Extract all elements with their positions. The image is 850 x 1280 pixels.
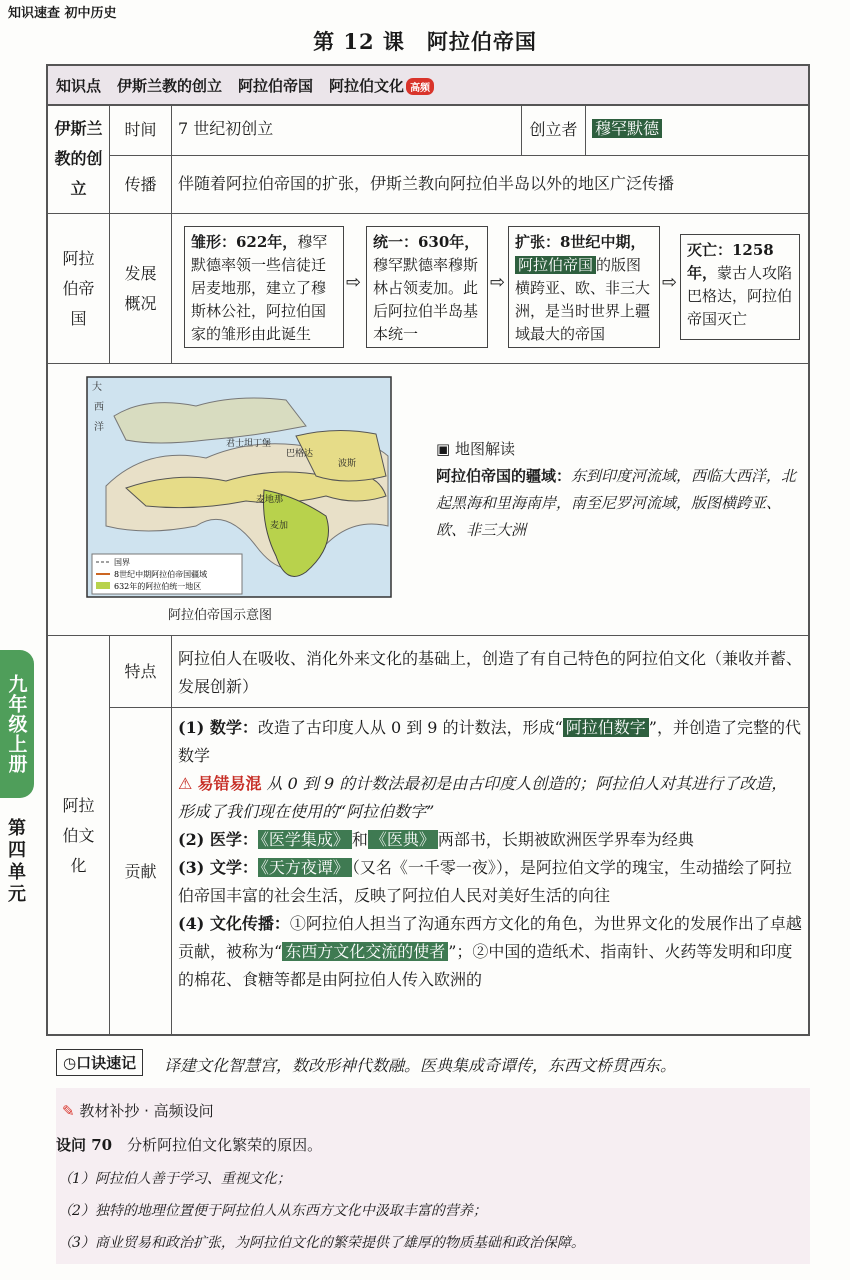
stage-card: 统一：630年，穆罕默德率穆斯林占领麦加。此后阿拉伯半岛基本统一 <box>366 226 488 348</box>
map-label: 麦地那 <box>256 495 284 505</box>
answer-item: （3）商业贸易和政治扩张，为阿拉伯文化的繁荣提供了雄厚的物质基础和政治保障。 <box>58 1235 585 1251</box>
textbook-title: ✎ 教材补抄 · 高频设问 <box>62 1102 214 1120</box>
map-label: 君士坦丁堡 <box>226 439 272 449</box>
literature-item: (3) 文学： 《天方夜谭》 （又名《一千零一夜》），是阿拉伯文学的瑰宝，生动描绘了阿拉伯帝国丰富的社会生活，反映了阿拉伯人民对美好生活的向往 <box>178 858 792 905</box>
grade-tab[interactable]: 九年级上册 <box>0 650 34 798</box>
mnemonic-label: ◷口诀速记 <box>56 1049 143 1076</box>
time-label: 时间 <box>110 104 172 156</box>
legend-entry: 国界 <box>114 558 130 567</box>
culture-label: 阿拉伯文化 <box>48 636 110 1036</box>
feature-label: 特点 <box>110 636 172 708</box>
warning-icon: ⚠ <box>178 774 193 793</box>
spread-label: 传播 <box>110 156 172 214</box>
content-table <box>46 64 810 1036</box>
empire-label: 阿拉伯帝国 <box>48 214 110 364</box>
legend-entry: 632年的阿拉伯统一地区 <box>114 582 202 591</box>
frequency-badge: 高频 <box>406 78 434 95</box>
knowledge-item: 阿拉伯文化 高频 <box>329 75 434 96</box>
book-header: 知识速查 初中历史 <box>8 6 117 21</box>
textbook-box <box>56 1088 810 1264</box>
map-label: 西 <box>94 402 104 413</box>
map-caption: 阿拉伯帝国示意图 <box>168 608 273 623</box>
map-label: 巴格达 <box>286 449 314 459</box>
arrow-icon: ⇨ <box>490 272 506 293</box>
map-label: 大 <box>92 382 102 393</box>
dev-label: 发展概况 <box>110 214 172 364</box>
warning-note: ⚠ 易错易混 从 0 到 9 的计数法最初是由古印度人创造的；阿拉伯人对其进行了改造，形成了我们现在使用的“阿拉伯数字” <box>178 774 788 821</box>
arab-empire-map <box>86 376 392 598</box>
medicine-item: (2) 医学： 《医学集成》 和 《医典》 两部书，长期被欧洲医学界奉为经典 <box>178 830 694 849</box>
islam-label: 伊斯兰教的创立 <box>48 104 110 214</box>
map-label: 麦加 <box>270 521 289 531</box>
answer-item: （1）阿拉伯人善于学习、重视文化； <box>58 1171 291 1187</box>
founder-label: 创立者 <box>522 104 586 156</box>
page-title: 第 12 课 阿拉伯帝国 <box>313 29 537 54</box>
knowledge-label: 知识点 <box>56 76 102 95</box>
knowledge-bar <box>48 66 808 106</box>
legend-entry: 8世纪中期阿拉伯帝国疆域 <box>114 570 208 579</box>
knowledge-item: 阿拉伯帝国 <box>238 76 314 95</box>
arrow-icon: ⇨ <box>662 272 678 293</box>
founder-value: 穆罕默德 <box>586 104 808 156</box>
stage-card: 扩张：8世纪中期，阿拉伯帝国 的版图横跨亚、欧、非三大洲，是当时世界上疆域最大的帝国 <box>508 226 660 348</box>
map-icon: ▣ <box>436 440 451 458</box>
clock-icon: ◷ <box>63 1054 77 1072</box>
stage-card: 雏形：622年，穆罕默德率领一些信徒迁居麦地那，建立了穆斯林公社，阿拉伯国家的雏形由此诞生 <box>184 226 344 348</box>
pencil-icon: ✎ <box>62 1102 75 1120</box>
math-item: (1) 数学：改造了古印度人从 0 到 9 的计数法，形成“ 阿拉伯数字 ”，并创造了完整的代数学 <box>178 718 801 765</box>
knowledge-item: 伊斯兰教的创立 <box>117 76 223 95</box>
mnemonic-row <box>56 1047 810 1081</box>
time-value: 7 世纪初创立 <box>172 104 522 156</box>
feature-value: 阿拉伯人在吸收、消化外来文化的基础上，创造了有自己特色的阿拉伯文化（兼收并蓄、发展创新） <box>172 636 808 708</box>
exchange-item: (4) 文化传播：①阿拉伯人担当了沟通东西方文化的角色，为世界文化的发展作出了卓越贡献，被称为“ 东西方文化交流的使者 ”；②中国的造纸术、指南针、火药等发明和印度的棉花、食糖等都是由阿拉伯人传入欧洲的 <box>178 914 802 989</box>
map-label: 洋 <box>94 422 104 433</box>
stage-card: 灭亡：1258年，蒙古人攻陷巴格达，阿拉伯帝国灭亡 <box>680 234 800 340</box>
question: 设问 70 分析阿拉伯文化繁荣的原因。 <box>56 1136 323 1154</box>
spread-value: 伴随着阿拉伯帝国的扩张，伊斯兰教向阿拉伯半岛以外的地区广泛传播 <box>172 156 808 214</box>
arrow-icon: ⇨ <box>346 272 362 293</box>
unit-label: 第四单元 <box>8 818 26 905</box>
map-reading: ▣ 地图解读 阿拉伯帝国的疆域：东到印度河流域，西临大西洋，北起黑海和里海南岸，南至尼罗河流域，版图横跨亚、欧、非三大洲 <box>436 440 797 539</box>
answer-item: （2）独特的地理位置便于阿拉伯人从东西方文化中汲取丰富的营养； <box>58 1203 487 1219</box>
map-label: 波斯 <box>338 459 357 469</box>
contrib-value <box>172 708 808 1036</box>
contrib-label: 贡献 <box>110 708 172 1036</box>
mnemonic-text: 译建文化智慧宫，数改形神代数融。医典集成奇谭传，东西文桥贯西东。 <box>164 1056 677 1075</box>
